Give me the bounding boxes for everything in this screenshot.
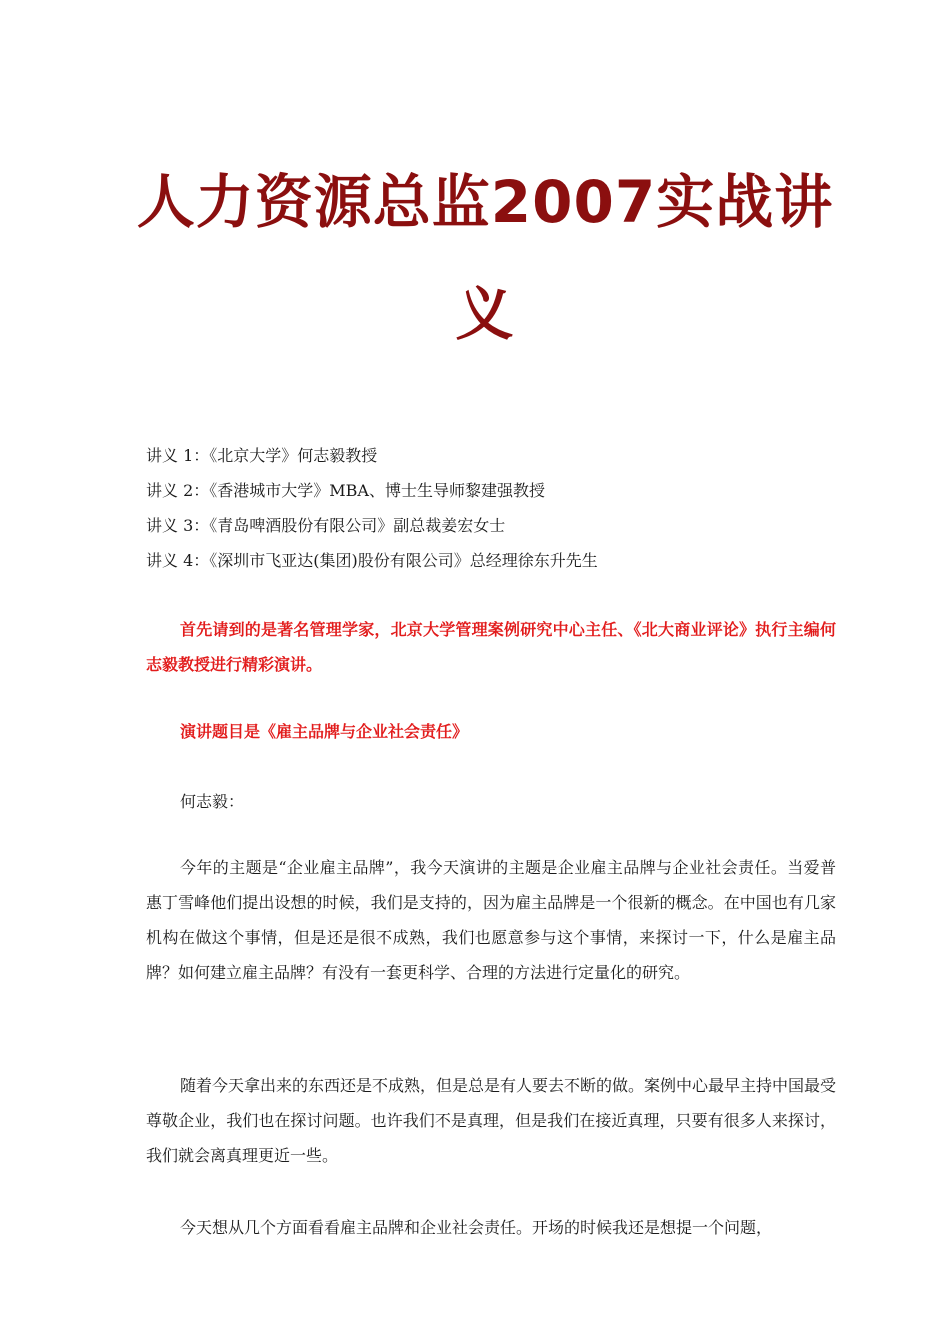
- lecture-list: [146, 438, 846, 578]
- body-paragraph-2: 随着今天拿出来的东西还是不成熟，但是总是有人要去不断的做。案例中心最早主持中国最受尊敬企业，我们也在探讨问题。也许我们不是真理，但是我们在接近真理，只要有很多人来探讨，我们就会离真理更近一些。: [146, 1076, 837, 1165]
- lecture-item-1: 讲义 1：《北京大学》何志毅教授: [146, 446, 378, 465]
- speech-topic: 演讲题目是《雇主品牌与企业社会责任》: [180, 722, 469, 741]
- intro-paragraph: 首先请到的是著名管理学家，北京大学管理案例研究中心主任、《北大商业评论》执行主编何志毅教授进行精彩演讲。: [146, 620, 836, 674]
- body-paragraph-3: 今天想从几个方面看看雇主品牌和企业社会责任。开场的时候我还是想提一个问题，: [180, 1218, 773, 1237]
- lecture-item-2: 讲义 2：《香港城市大学》MBA、博士生导师黎建强教授: [146, 481, 545, 500]
- lecture-item-3: 讲义 3：《青岛啤酒股份有限公司》副总裁姜宏女士: [146, 516, 506, 535]
- document-title-line-1: 人力资源总监2007实战讲: [136, 168, 834, 236]
- speaker-name: 何志毅：: [180, 792, 245, 811]
- document-title-line-2: 义: [455, 280, 515, 348]
- body-paragraph-1: 今年的主题是“企业雇主品牌”，我今天演讲的主题是企业雇主品牌与企业社会责任。当爱普惠丁雪峰他们提出设想的时候，我们是支持的，因为雇主品牌是一个很新的概念。在中国也有几家机构在做这个事情，但是还是很不成熟，我们也愿意参与这个事情，来探讨一下，什么是雇主品牌？如何建立雇主品牌？有没有一套更科学、合理的方法进行定量化的研究。: [146, 858, 836, 982]
- lecture-item-4: 讲义 4：《深圳市飞亚达(集团)股份有限公司》总经理徐东升先生: [146, 551, 598, 570]
